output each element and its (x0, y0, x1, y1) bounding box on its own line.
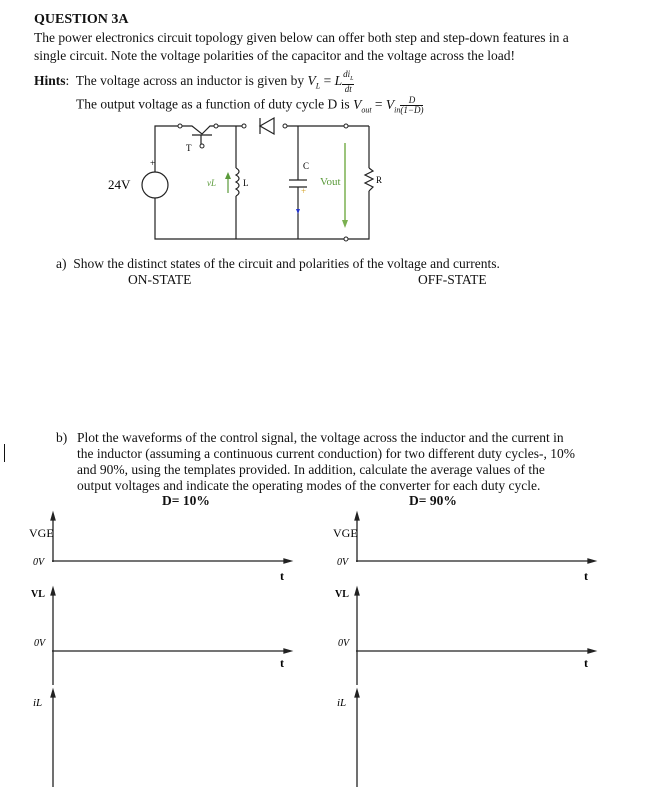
plot-left (51, 513, 291, 787)
zero-label-left: 0V (33, 557, 45, 568)
vge-label-left: VGE (29, 526, 54, 540)
t-label-right-1: t (584, 569, 588, 583)
part-b-marker: b) (56, 430, 68, 445)
source-plus: + (150, 158, 156, 168)
vout-label: Vout (320, 176, 341, 188)
inductor (236, 168, 239, 196)
hint-2-text: The output voltage as a function of duty cycle D is (76, 96, 350, 112)
il-label-right: iL (337, 697, 347, 709)
part-b-line: the inductor (assuming a continuous current conduction) for two different duty cycles-, 10% (77, 446, 575, 461)
inductor-label: L (243, 178, 249, 188)
off-state-label: OFF-STATE (418, 272, 487, 287)
zero-label-right-2: 0V (338, 638, 350, 649)
hint-1-text: The voltage across an inductor is given by (75, 73, 305, 88)
on-state-label: ON-STATE (128, 272, 192, 287)
transistor-label: T (186, 143, 192, 153)
duty-cycle-90: D= 90% (409, 493, 457, 508)
t-label-right-2: t (584, 656, 588, 670)
part-a-text: Show the distinct states of the circuit and polarities of the voltage and currents. (73, 256, 500, 271)
question-title: QUESTION 3A (34, 12, 129, 27)
part-b-line: output voltages and indicate the operating modes of the converter for each duty cycle. (77, 478, 541, 493)
resistor-label: R (376, 175, 383, 185)
diode (260, 118, 274, 134)
part-a (56, 256, 500, 272)
voltage-source (142, 172, 168, 198)
part-a-marker: a) (56, 256, 67, 271)
part-b-line: and 90%, using the templates provided. In addition, calculate the average values of the (77, 462, 545, 477)
zero-label-left-2: 0V (34, 638, 46, 649)
intro-line-1: The power electronics circuit topology given below can offer both step and step-down features in a (34, 30, 569, 45)
hint-2: The output voltage as a function of duty cycle D is $V_{out} = V_{in}$ $\frac{D}{(1-D)}$ (76, 95, 424, 115)
source-label: 24V (108, 177, 131, 192)
vge-label-right: VGE (333, 526, 358, 540)
vl-axis-label-right: VL (335, 589, 349, 600)
t-label-left-2: t (280, 656, 284, 670)
t-label-left-1: t (280, 569, 284, 583)
part-b-line: Plot the waveforms of the control signal, the voltage across the inductor and the current in (77, 430, 564, 445)
text-cursor (4, 444, 5, 462)
intro-line-2: single circuit. Note the voltage polarities of the capacitor and the voltage across the load! (34, 48, 515, 63)
capacitor-plus: + (301, 186, 307, 196)
vl-label: vL (207, 178, 216, 188)
part-b-text (77, 430, 575, 494)
hints-label: Hints (34, 73, 66, 88)
capacitor-label: C (303, 161, 310, 171)
zero-label-right: 0V (337, 557, 349, 568)
duty-cycle-10: D= 10% (162, 493, 210, 508)
resistor (365, 168, 373, 191)
hint-1: Hints: The voltage across an inductor is given by $V_L = L$ $\frac{di_L}{dt}$ (34, 69, 354, 94)
plot-templates (51, 513, 595, 787)
vl-axis-label-left: VL (31, 589, 45, 600)
plot-right (355, 513, 595, 787)
il-label-left: iL (33, 697, 43, 709)
